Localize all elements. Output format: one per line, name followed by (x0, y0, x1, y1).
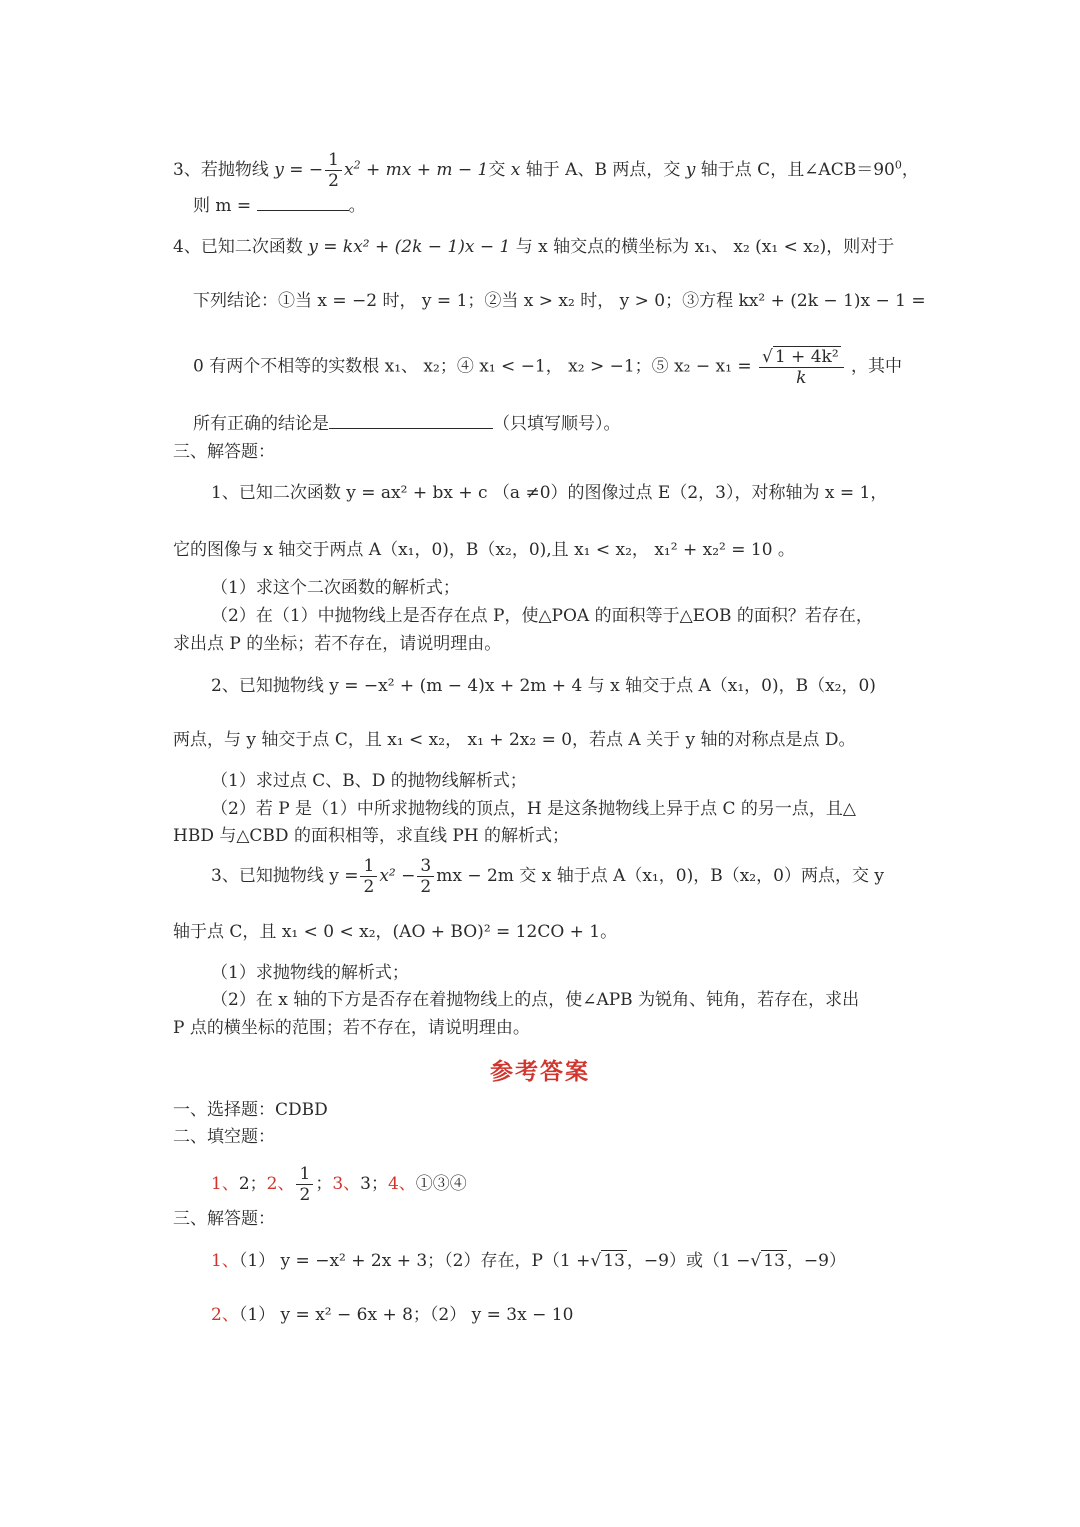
solve-p2-q2 (211, 797, 856, 821)
frac-num: 1 (325, 150, 342, 171)
solve-answer-1-num: 1、 (211, 1251, 239, 1271)
p2-line1-text: 2、已知抛物线 y = −x² + (m − 4)x + 2m + 4 与 x 轴交于点 A（x₁，0)，B（x₂，0) (211, 676, 876, 696)
p3-term-b: x² − (379, 866, 416, 886)
p2-q2b-text: HBD 与△CBD 的面积相等，求直线 PH 的解析式； (173, 826, 570, 846)
q3-text-b: 交 (488, 160, 506, 180)
p3-rest: mx − 2m 交 x 轴于点 A（x₁，0)，B（x₂，0）两点，交 y (436, 866, 884, 886)
p2-q1-text: （1）求过点 C、B、D 的抛物线解析式； (211, 771, 527, 791)
sqrt-radicand: 13 (763, 1251, 785, 1271)
frac-num: √ 1 + 4k² (759, 346, 844, 368)
frac-den: k (796, 368, 807, 388)
p1-line1-text: 1、已知二次函数 y = ax² + bx + c （a ≠0）的图像过点 E（2，3），对称轴为 x = 1， (211, 483, 888, 503)
p2-q2-text: （2）若 P 是（1）中所求抛物线的顶点，H 是这条抛物线上异于点 C 的另一点，且△ (211, 799, 856, 819)
solve-answer-1a: （1） y = −x² + 2x + 3；（2）存在，P（1 + (238, 1251, 591, 1271)
frac-den: 2 (299, 1185, 311, 1205)
solve-p3-line1 (211, 856, 884, 897)
q3-text-c: 轴于 A、B 两点，交 (525, 160, 681, 180)
q3-x-var: x (505, 160, 526, 180)
solve-p1-line1 (211, 481, 887, 505)
fill-answer-1: 2； (238, 1174, 267, 1194)
solve-p2-q2b (173, 824, 569, 848)
sqrt-fraction (759, 346, 844, 388)
frac-num: 1 (296, 1164, 313, 1185)
p3-prefix: 3、已知抛物线 y = (211, 866, 359, 886)
solve-answer-1e: ，−9） (786, 1251, 846, 1271)
solve-answer-2: （1） y = x² − 6x + 8；（2） y = 3x − 10 (238, 1305, 574, 1325)
fill-q4-line3 (193, 346, 902, 388)
frac-num: 1 (360, 856, 377, 877)
section-title-text: 三、解答题： (173, 442, 275, 462)
q4-line4-text: 所有正确的结论是 (193, 414, 329, 434)
solve-title-text: 三、解答题： (173, 1209, 275, 1229)
fill-answer-3-num: 3、 (332, 1174, 361, 1194)
section-title-solve (173, 440, 275, 464)
fill-q4-line2 (193, 289, 926, 313)
frac-den: 2 (420, 877, 432, 897)
solve-p1-q2 (211, 604, 873, 628)
sqrt-radicand: 13 (603, 1251, 625, 1271)
q4-line1-rest: 与 x 轴交点的横坐标为 x₁、 x₂ (x₁ < x₂)，则对于 (515, 237, 895, 257)
fill-answer-2-num: 2、 (266, 1174, 295, 1194)
answer-blank[interactable] (329, 412, 493, 429)
p2-line2-text: 两点，与 y 轴交于点 C，且 x₁ < x₂， x₁ + 2x₂ = 0，若点 A 关于 y 轴的对称点是点 D。 (173, 730, 856, 750)
p3-q1-text: （1）求抛物线的解析式； (211, 963, 409, 983)
fill-q3-line2 (193, 194, 366, 218)
solve-p3-q1 (211, 961, 409, 985)
q3-eq-right: + mx + m − 1 (365, 160, 489, 180)
q4-prefix: 4、已知二次函数 (173, 237, 303, 257)
q3-eq-left: y = − (274, 160, 324, 180)
q3-text-d: 轴于点 C，且∠ACB＝90 (700, 160, 895, 180)
fraction-half (296, 1164, 313, 1205)
solve-p3-q2b (173, 1016, 530, 1040)
solve-answer-2-num: 2、 (211, 1305, 239, 1325)
fill-answer-4: ①③④ (415, 1174, 467, 1194)
solve-p1-line2 (173, 538, 795, 562)
q3-y-var: y (680, 160, 701, 180)
q3-text-e: ， (901, 160, 919, 180)
answers-fill-title (173, 1125, 275, 1149)
fraction-half (325, 150, 342, 191)
fill-answer-4-num: 4、 (387, 1174, 416, 1194)
solve-p1-q2b (173, 632, 501, 656)
p3-q2b-text: P 点的横坐标的范围；若不存在，请说明理由。 (173, 1018, 530, 1038)
solve-p2-line2 (173, 728, 856, 752)
fill-q4-line1 (173, 235, 894, 259)
solve-p3-q2 (211, 988, 859, 1012)
q3-line2-text: 则 m = (193, 196, 252, 216)
choice-answers: 一、选择题：CDBD (173, 1100, 328, 1120)
q3-end: 。 (348, 196, 366, 216)
fraction-half (360, 856, 377, 897)
fill-title-text: 二、填空题： (173, 1127, 275, 1147)
answers-solve-2 (211, 1303, 573, 1327)
solve-p1-q1 (211, 576, 460, 600)
fill-q3-line1 (173, 150, 919, 191)
q4-equation: y = kx² + (2k − 1)x − 1 (308, 237, 511, 257)
p3-q2-text: （2）在 x 轴的下方是否存在着抛物线上的点，使∠APB 为锐角、钝角，若存在，求出 (211, 990, 860, 1010)
answers-heading: 参考答案 (490, 1059, 590, 1085)
solve-p2-q1 (211, 769, 527, 793)
answers-choice (173, 1098, 328, 1122)
p3-line2-text: 轴于点 C，且 x₁ < 0 < x₂，(AO + BO)² = 12CO + 1。 (173, 922, 618, 942)
answers-fill-line: 1、2；2、 $\frac{1}{2}$ ；3、3；4、①③④ (211, 1164, 467, 1205)
q3-degree: 0 (894, 158, 902, 172)
answer-blank[interactable] (257, 194, 349, 211)
fraction-three-halves (417, 856, 434, 897)
q4-line3-text: 0 有两个不相等的实数根 x₁、 x₂；④ x₁ < −1， x₂ > −1；⑤ x₂ − x₁ = (193, 356, 752, 377)
frac-den: 2 (328, 171, 339, 191)
solve-p2-line1 (211, 674, 876, 698)
solve-answer-1c: ，−9）或（1 − (626, 1251, 751, 1271)
answers-solve-title (173, 1207, 275, 1231)
fill-answer-1-num: 1、 (211, 1174, 239, 1194)
p1-q1-text: （1）求这个二次函数的解析式； (211, 578, 460, 598)
p1-q2-text: （2）在（1）中抛物线上是否存在点 P，使△POA 的面积等于△EOB 的面积？若存在， (211, 606, 873, 626)
fill-answer-3: 3； (360, 1174, 388, 1194)
q4-line2-text: 下列结论：①当 x = −2 时， y = 1；②当 x > x₂ 时， y > 0；③方程 kx² + (2k − 1)x − 1 = (193, 291, 926, 311)
q3-prefix: 3、若抛物线 (173, 160, 269, 180)
q4-line3-end: ，其中 (851, 356, 903, 377)
solve-p3-line2 (173, 920, 617, 944)
frac-den: 2 (363, 877, 375, 897)
p1-line2-text: 它的图像与 x 轴交于两点 A（x₁，0)，B（x₂，0),且 x₁ < x₂， x₁² + x₂² = 10 。 (173, 540, 795, 560)
q3-x2: $x^2$ (343, 158, 361, 180)
answers-solve-1: 1、（1） y = −x² + 2x + 3；（2）存在，P（1 +√ 13 ，−9）或（1 −√ 13 ，−9） (211, 1251, 846, 1271)
fill-q4-line4 (193, 412, 621, 436)
sqrt-radicand: 1 + 4k² (774, 347, 839, 367)
p1-q2b-text: 求出点 P 的坐标；若不存在，请说明理由。 (173, 634, 502, 654)
frac-num: 3 (417, 856, 434, 877)
q4-line4-end: （只填写顺号）。 (493, 414, 621, 434)
